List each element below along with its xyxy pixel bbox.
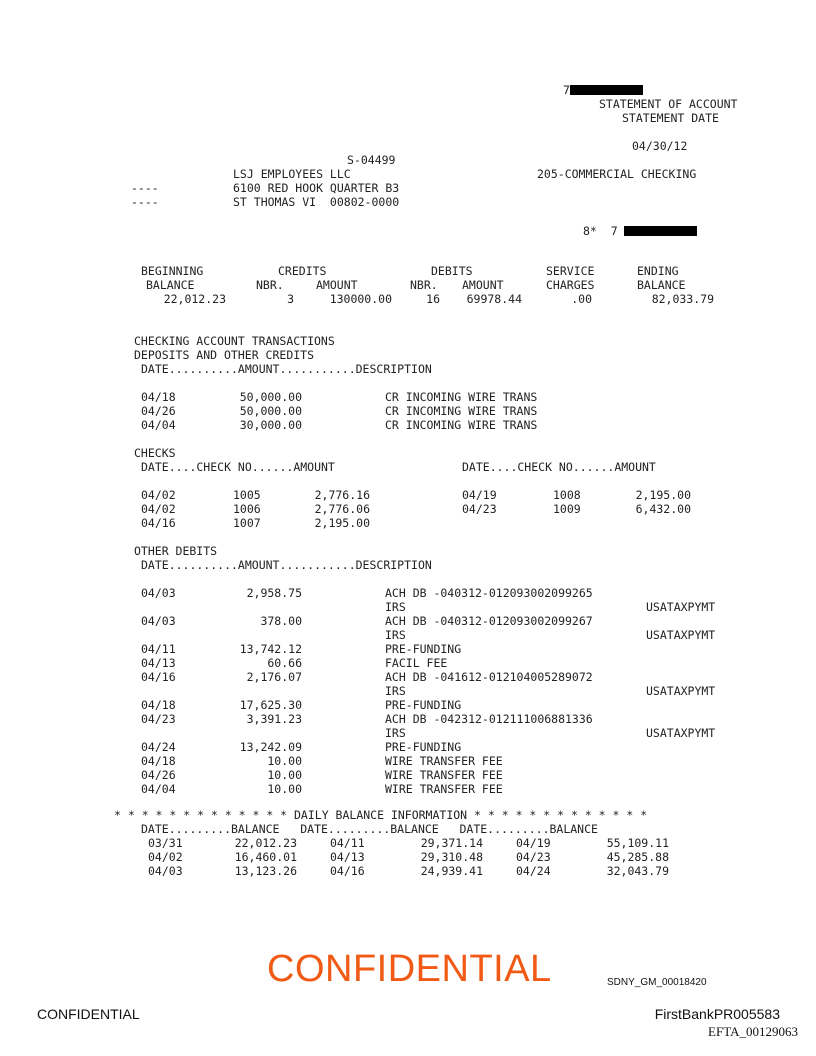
address-line-2: ST THOMAS VI 00802-0000 xyxy=(233,195,400,209)
summary-header-ending: ENDING xyxy=(637,264,679,278)
debit-sub: IRS xyxy=(385,726,406,740)
check-date: 04/23 xyxy=(462,502,497,516)
debit-amount: 2,176.07 xyxy=(246,670,302,684)
debit-date: 04/11 xyxy=(141,642,176,656)
account-prefix-mid: 8* 7 xyxy=(583,224,618,238)
debit-sub: IRS xyxy=(385,628,406,642)
debit-description: PRE-FUNDING xyxy=(385,698,462,712)
debit-description: PRE-FUNDING xyxy=(385,642,462,656)
balance-date: 04/16 xyxy=(330,864,365,878)
check-date: 04/19 xyxy=(462,488,497,502)
deposit-amount: 30,000.00 xyxy=(239,418,302,432)
deposit-date: 04/18 xyxy=(141,390,176,404)
summary-credits-count: 3 xyxy=(287,292,294,306)
account-prefix-top: 7 xyxy=(563,83,570,97)
bates-efta: EFTA_00129063 xyxy=(708,1024,798,1039)
debit-date: 04/03 xyxy=(141,586,176,600)
debit-description: WIRE TRANSFER FEE xyxy=(385,782,503,796)
balance-amount: 55,109.11 xyxy=(606,836,669,850)
check-date: 04/16 xyxy=(141,516,176,530)
balance-date: 04/23 xyxy=(516,850,551,864)
redaction-bar-mid xyxy=(624,226,697,236)
summary-sub-amount: AMOUNT xyxy=(462,278,504,292)
summary-sub-charges: CHARGES xyxy=(546,278,595,292)
check-amount: 2,776.06 xyxy=(314,502,370,516)
checking-title: CHECKING ACCOUNT TRANSACTIONS xyxy=(134,334,335,348)
debit-description: ACH DB -041612-012104005289072 xyxy=(385,670,593,684)
summary-credits-amount: 130000.00 xyxy=(329,292,392,306)
account-type: 205-COMMERCIAL CHECKING xyxy=(537,167,697,181)
debit-amount: 2,958.75 xyxy=(246,586,302,600)
statement-of-account: STATEMENT OF ACCOUNT xyxy=(599,97,738,111)
balance-date: 04/13 xyxy=(330,850,365,864)
debit-description: WIRE TRANSFER FEE xyxy=(385,768,503,782)
debit-right: USATAXPYMT xyxy=(646,684,716,698)
bates-sdny: SDNY_GM_00018420 xyxy=(607,977,707,988)
debit-description: ACH DB -040312-012093002099267 xyxy=(385,614,593,628)
confidential-stamp: CONFIDENTIAL xyxy=(267,948,552,990)
balance-date: 04/02 xyxy=(148,850,183,864)
balance-amount: 22,012.23 xyxy=(234,836,297,850)
debit-date: 04/03 xyxy=(141,614,176,628)
debit-description: PRE-FUNDING xyxy=(385,740,462,754)
summary-header-debits: DEBITS xyxy=(431,264,473,278)
debit-amount: 17,625.30 xyxy=(239,698,302,712)
debit-amount: 10.00 xyxy=(267,782,302,796)
check-amount: 2,195.00 xyxy=(314,516,370,530)
deposit-date: 04/04 xyxy=(141,418,176,432)
debit-amount: 3,391.23 xyxy=(246,712,302,726)
deposit-description: CR INCOMING WIRE TRANS xyxy=(385,390,538,404)
other-debits-title: OTHER DEBITS xyxy=(134,544,218,558)
summary-sub-nbr: NBR. xyxy=(410,278,438,292)
checks-header-left: DATE....CHECK NO......AMOUNT xyxy=(141,460,335,474)
debit-description: ACH DB -040312-012093002099265 xyxy=(385,586,593,600)
deposits-header: DATE..........AMOUNT...........DESCRIPTION xyxy=(141,362,432,376)
balance-amount: 13,123.26 xyxy=(234,864,297,878)
customer-name: LSJ EMPLOYEES LLC xyxy=(233,167,351,181)
checks-title: CHECKS xyxy=(134,446,176,460)
address-line-1: 6100 RED HOOK QUARTER B3 xyxy=(233,181,400,195)
deposit-amount: 50,000.00 xyxy=(239,404,302,418)
debit-date: 04/23 xyxy=(141,712,176,726)
debit-right: USATAXPYMT xyxy=(646,628,716,642)
balance-amount: 29,310.48 xyxy=(420,850,483,864)
deposit-description: CR INCOMING WIRE TRANS xyxy=(385,418,538,432)
debit-amount: 13,242.09 xyxy=(239,740,302,754)
check-date: 04/02 xyxy=(141,488,176,502)
daily-balance-header: DATE.........BALANCE DATE.........BALANCE DATE.........BALANCE xyxy=(141,822,598,836)
redaction-bar-top xyxy=(570,85,643,95)
summary-header-credits: CREDITS xyxy=(278,264,327,278)
check-number: 1006 xyxy=(233,502,261,516)
debit-date: 04/26 xyxy=(141,768,176,782)
balance-date: 04/24 xyxy=(516,864,551,878)
deposit-description: CR INCOMING WIRE TRANS xyxy=(385,404,538,418)
debit-right: USATAXPYMT xyxy=(646,600,716,614)
debit-amount: 60.66 xyxy=(267,656,302,670)
debit-right: USATAXPYMT xyxy=(646,726,716,740)
debit-date: 04/13 xyxy=(141,656,176,670)
checks-header-right: DATE....CHECK NO......AMOUNT xyxy=(462,460,656,474)
summary-header-beginning: BEGINNING xyxy=(141,264,204,278)
deposit-date: 04/26 xyxy=(141,404,176,418)
balance-amount: 16,460.01 xyxy=(234,850,297,864)
debit-date: 04/18 xyxy=(141,698,176,712)
balance-amount: 24,939.41 xyxy=(420,864,483,878)
statement-date-label: STATEMENT DATE xyxy=(622,111,719,125)
check-date: 04/02 xyxy=(141,502,176,516)
check-number: 1008 xyxy=(553,488,581,502)
statement-code: S-04499 xyxy=(347,153,396,167)
check-number: 1007 xyxy=(233,516,261,530)
debit-amount: 13,742.12 xyxy=(239,642,302,656)
summary-sub-balance: BALANCE xyxy=(637,278,686,292)
check-amount: 2,776.16 xyxy=(314,488,370,502)
summary-beginning-balance: 22,012.23 xyxy=(163,292,226,306)
bates-firstbank: FirstBankPR005583 xyxy=(654,1006,780,1022)
summary-debits-count: 16 xyxy=(426,292,440,306)
summary-service-charges: .00 xyxy=(571,292,592,306)
check-number: 1009 xyxy=(553,502,581,516)
check-amount: 6,432.00 xyxy=(635,502,691,516)
dash-2: ---- xyxy=(131,195,159,209)
balance-date: 03/31 xyxy=(148,836,183,850)
balance-date: 04/19 xyxy=(516,836,551,850)
debit-description: WIRE TRANSFER FEE xyxy=(385,754,503,768)
debit-date: 04/18 xyxy=(141,754,176,768)
confidential-label: CONFIDENTIAL xyxy=(37,1006,140,1022)
debit-amount: 10.00 xyxy=(267,768,302,782)
balance-amount: 29,371.14 xyxy=(420,836,483,850)
summary-sub-nbr: NBR. xyxy=(256,278,284,292)
debit-amount: 378.00 xyxy=(260,614,302,628)
debit-description: FACIL FEE xyxy=(385,656,448,670)
debit-sub: IRS xyxy=(385,684,406,698)
dash-1: ---- xyxy=(131,181,159,195)
balance-amount: 32,043.79 xyxy=(606,864,669,878)
summary-sub-balance: BALANCE xyxy=(146,278,195,292)
balance-date: 04/11 xyxy=(330,836,365,850)
summary-ending-balance: 82,033.79 xyxy=(651,292,714,306)
daily-balance-title: * * * * * * * * * * * * * DAILY BALANCE INFORMATION * * * * * * * * * * * * * xyxy=(114,808,648,822)
summary-sub-amount: AMOUNT xyxy=(316,278,358,292)
summary-debits-amount: 69978.44 xyxy=(466,292,522,306)
deposit-amount: 50,000.00 xyxy=(239,390,302,404)
balance-amount: 45,285.88 xyxy=(606,850,669,864)
deposits-title: DEPOSITS AND OTHER CREDITS xyxy=(134,348,315,362)
debit-sub: IRS xyxy=(385,600,406,614)
debit-description: ACH DB -042312-012111006881336 xyxy=(385,712,593,726)
debit-date: 04/16 xyxy=(141,670,176,684)
debit-date: 04/24 xyxy=(141,740,176,754)
balance-date: 04/03 xyxy=(148,864,183,878)
summary-header-service: SERVICE xyxy=(546,264,595,278)
debit-date: 04/04 xyxy=(141,782,176,796)
other-debits-header: DATE..........AMOUNT...........DESCRIPTION xyxy=(141,558,432,572)
check-number: 1005 xyxy=(233,488,261,502)
check-amount: 2,195.00 xyxy=(635,488,691,502)
debit-amount: 10.00 xyxy=(267,754,302,768)
statement-date: 04/30/12 xyxy=(632,139,688,153)
